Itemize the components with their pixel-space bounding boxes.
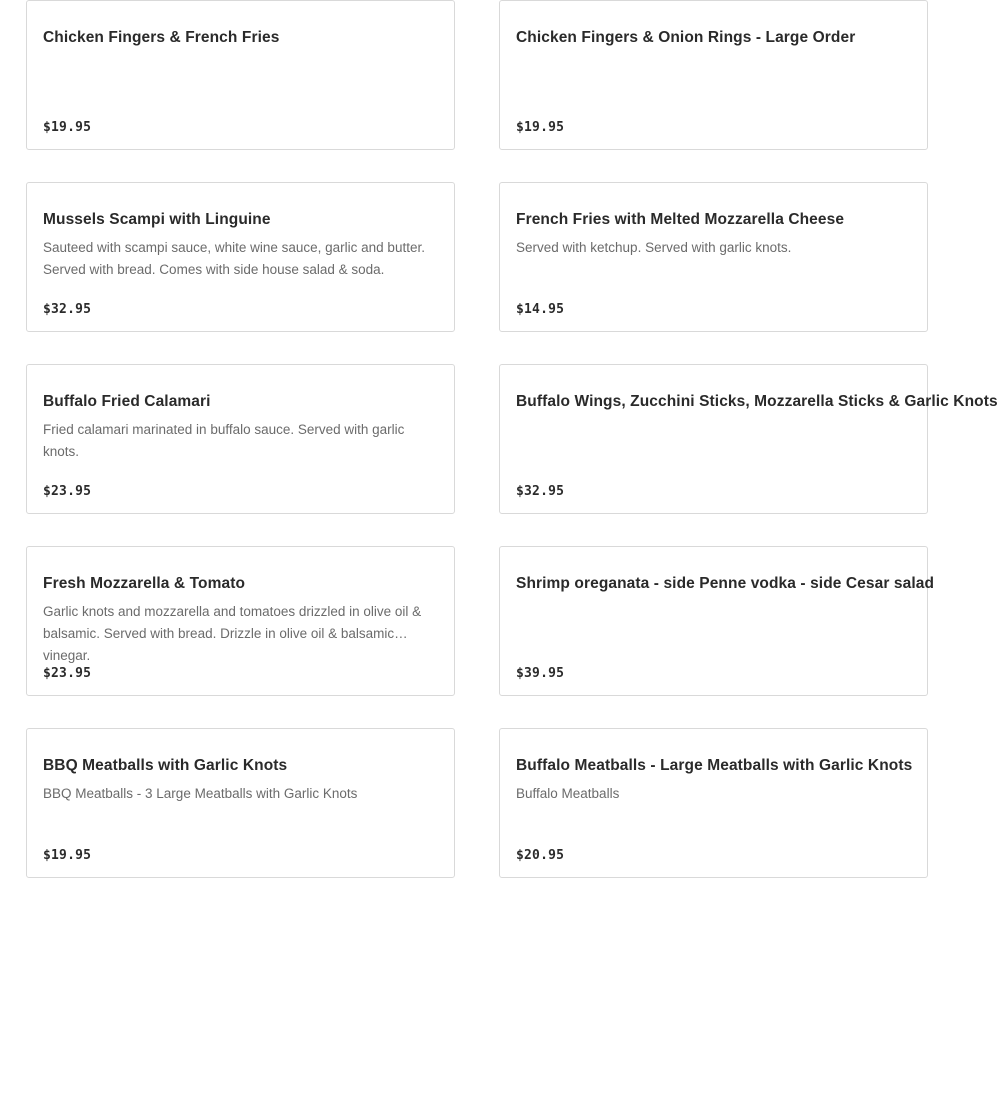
menu-item-price: $23.95 [43,484,92,499]
menu-item-title: Fresh Mozzarella & Tomato [43,575,246,592]
menu-item-title: Shrimp oreganata - side Penne vodka - side Cesar salad [516,575,935,592]
menu-item-title: Mussels Scampi with Linguine [43,211,271,228]
menu-item-price: $32.95 [43,302,92,317]
menu-item-card[interactable] [26,546,455,696]
menu-item-card[interactable] [499,364,998,514]
menu-item-title: Buffalo Wings, Zucchini Sticks, Mozzarella Sticks & Garlic Knots [516,393,998,410]
menu-item-card[interactable] [499,182,928,332]
menu-item-description: Fried calamari marinated in buffalo sauce. Served with garlic knots. [43,422,405,459]
menu-item-card[interactable] [26,0,455,150]
menu-item-title: Buffalo Fried Calamari [43,393,211,410]
menu-item-card[interactable] [26,728,455,878]
menu-item-price: $39.95 [516,666,565,681]
menu-item-price: $32.95 [516,484,565,499]
menu-item-price: $19.95 [43,848,92,863]
menu-item-description: Garlic knots and mozzarella and tomatoes drizzled in olive oil & balsamic. Served with bread. Drizzle in olive oil & balsamic vinegar. [43,604,422,663]
menu-item-grid [26,0,998,878]
menu-item-price: $23.95 [43,666,92,681]
menu-item-title: Chicken Fingers & French Fries [43,29,280,46]
menu-item-card[interactable] [499,728,928,878]
menu-item-card[interactable] [26,364,455,514]
menu-item-title: BBQ Meatballs with Garlic Knots [43,757,288,774]
menu-item-price: $19.95 [43,120,92,135]
menu-item-description: Sauteed with scampi sauce, white wine sauce, garlic and butter. Served with bread. Comes with side house salad & soda. [43,240,425,277]
menu-item-title: French Fries with Melted Mozzarella Cheese [516,211,845,228]
menu-item-title: Buffalo Meatballs - Large Meatballs with Garlic Knots [516,757,913,774]
menu-item-card[interactable] [26,182,455,332]
menu-item-price: $19.95 [516,120,565,135]
menu-item-description: BBQ Meatballs - 3 Large Meatballs with Garlic Knots [43,786,358,801]
menu-item-title: Chicken Fingers & Onion Rings - Large Order [516,29,856,46]
menu-item-price: $20.95 [516,848,565,863]
menu-item-description: Buffalo Meatballs [516,786,620,801]
menu-item-card[interactable] [499,0,928,150]
menu-item-card[interactable] [499,546,935,696]
menu-item-price: $14.95 [516,302,565,317]
menu-item-description: Served with ketchup. Served with garlic knots. [516,240,792,255]
